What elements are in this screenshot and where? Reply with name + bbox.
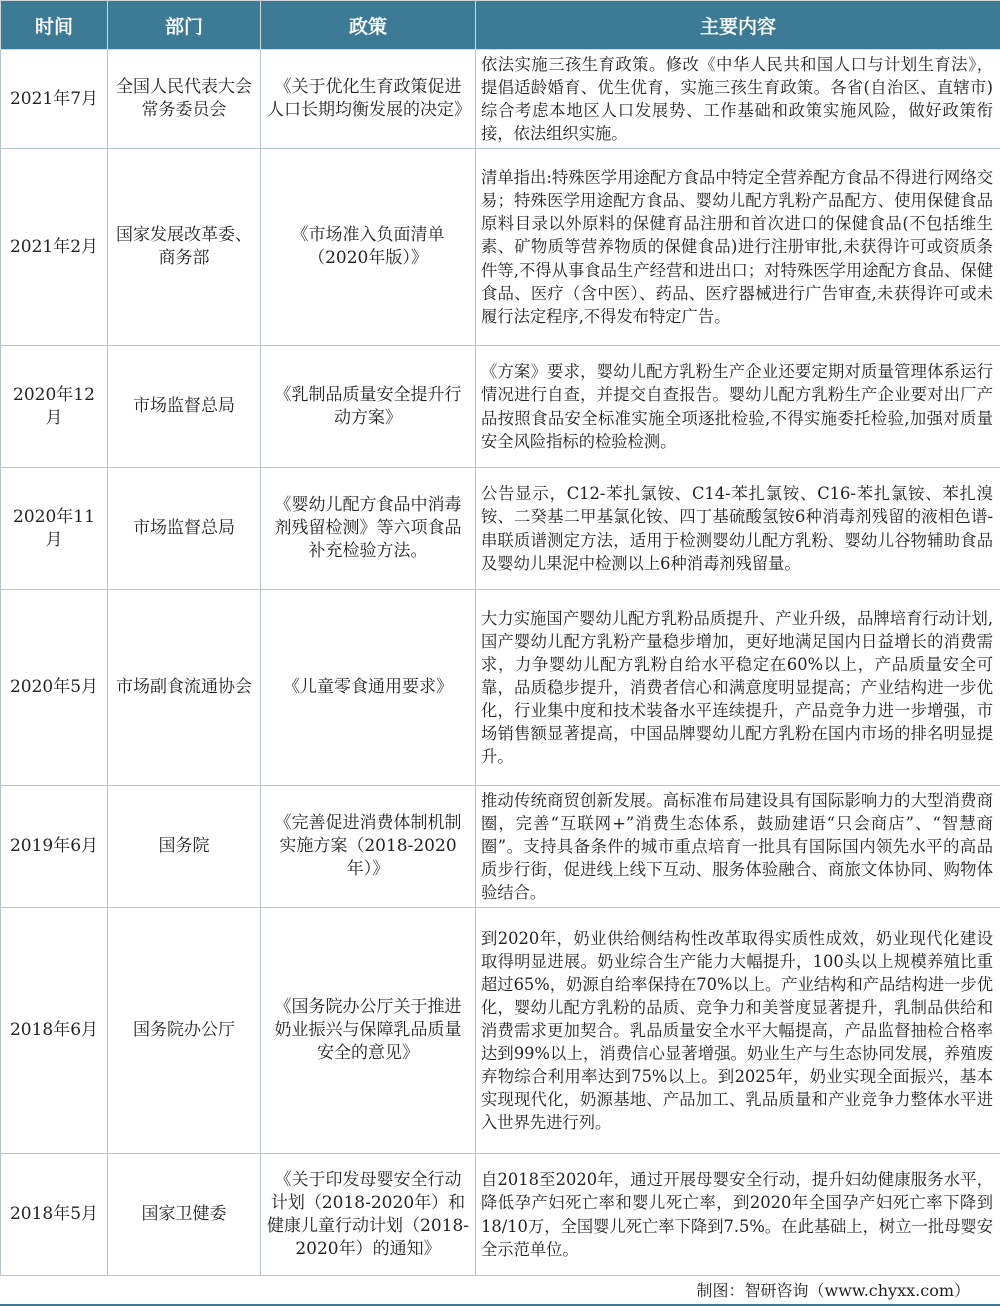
- cell-policy: 《婴幼儿配方食品中消毒剂残留检测》等六项食品补充检验方法。: [261, 468, 476, 590]
- header-department: 部门: [108, 1, 261, 50]
- cell-content: 清单指出:特殊医学用途配方食品中特定全营养配方食品不得进行网络交易；特殊医学用途配方食品、婴幼儿配方乳粉产品配方、使用保健食品原料目录以外原料的保健育品注册和首次进口的保健食品(不包括维生素、矿物质等营养物质的保健食品)进行注册审批,未获得许可或资质条件等,不得从事食品生产经营和进出口；对特殊医学用途配方食品、保健食品、医疗（含中医）、药品、医疗器械进行广告审查,未获得许可或未履行法定程序,不得发布特定广告。: [476, 149, 1000, 346]
- table-row: [1, 908, 1000, 1154]
- cell-content: 《方案》要求，婴幼儿配方乳粉生产企业还要定期对质量管理体系运行情况进行自查，并提交自查报告。婴幼儿配方乳粉生产企业要对出厂产品按照食品安全标准实施全项逐批检验,不得实施委托检验,加强对质量安全风险指标的检验检测。: [476, 346, 1000, 468]
- header-policy: 政策: [261, 1, 476, 50]
- cell-policy: 《完善促进消费体制机制实施方案（2018-2020年）》: [261, 786, 476, 908]
- cell-date: 2020年11月: [1, 468, 108, 590]
- cell-date: 2018年6月: [1, 908, 108, 1154]
- cell-content: 大力实施国产婴幼儿配方乳粉品质提升、产业升级，品牌培育行动计划,国产婴幼儿配方乳粉产量稳步增加，更好地满足国内日益增长的消费需求，力争婴幼儿配方乳粉自给水平稳定在60%以上，产品质量安全可靠，品质稳步提升，消费者信心和满意度明显提高；产业结构进一步优化，行业集中度和技术装备水平连续提升，产品竞争力进一步增强，市场销售额显著提高，中国品牌婴幼儿配方乳粉在国内市场的排名明显提升。: [476, 590, 1000, 786]
- cell-policy: 《关于优化生育政策促进人口长期均衡发展的决定》: [261, 50, 476, 149]
- cell-policy: 《国务院办公厅关于推进奶业振兴与保障乳品质量安全的意见》: [261, 908, 476, 1154]
- cell-date: 2018年5月: [1, 1154, 108, 1276]
- table-row: [1, 786, 1000, 908]
- source-credit: 制图：智研咨询（www.chyxx.com）: [0, 1276, 1000, 1306]
- cell-policy: 《关于印发母婴安全行动计划（2018-2020年）和健康儿童行动计划（2018-2020年）的通知》: [261, 1154, 476, 1276]
- cell-department: 市场监督总局: [108, 346, 261, 468]
- header-date: 时间: [1, 1, 108, 50]
- table-row: [1, 346, 1000, 468]
- cell-content: 依法实施三孩生育政策。修改《中华人民共和国人口与计划生育法》，提倡适龄婚育、优生优育，实施三孩生育政策。各省(自治区、直辖市)综合考虑本地区人口发展势、工作基础和政策实施风险，做好政策衔接，依法组织实施。: [476, 50, 1000, 149]
- cell-department: 市场监督总局: [108, 468, 261, 590]
- header-content: 主要内容: [476, 1, 1000, 50]
- cell-policy: 《乳制品质量安全提升行动方案》: [261, 346, 476, 468]
- cell-department: 国务院: [108, 786, 261, 908]
- cell-department: 国家发展改革委、商务部: [108, 149, 261, 346]
- table-row: [1, 1154, 1000, 1276]
- cell-date: 2019年6月: [1, 786, 108, 908]
- table-row: [1, 149, 1000, 346]
- cell-department: 国务院办公厅: [108, 908, 261, 1154]
- cell-content: 推动传统商贸创新发展。高标准布局建设具有国际影响力的大型消费商圈，完善“互联网+”消费生态体系，鼓励建语“只会商店”、“智慧商圈”。支持具备条件的城市重点培育一批具有国际国内领先水平的高品质步行街，促进线上线下互动、服务体验融合、商旅文体协同、购物体验结合。: [476, 786, 1000, 908]
- cell-content: 公告显示，C12-苯扎氯铵、C14-苯扎氯铵、C16-苯扎氯铵、苯扎溴铵、二癸基二甲基氯化铵、四丁基硫酸氢铵6种消毒剂残留的液相色谱-串联质谱测定方法，适用于检测婴幼儿配方乳粉、婴幼儿谷物辅助食品及婴幼儿果泥中检测以上6种消毒剂残留量。: [476, 468, 1000, 590]
- table-row: [1, 50, 1000, 149]
- cell-date: 2021年7月: [1, 50, 108, 149]
- cell-department: 市场副食流通协会: [108, 590, 261, 786]
- cell-department: 全国人民代表大会常务委员会: [108, 50, 261, 149]
- cell-policy: 《儿童零食通用要求》: [261, 590, 476, 786]
- cell-date: 2020年5月: [1, 590, 108, 786]
- table-row: [1, 468, 1000, 590]
- cell-department: 国家卫健委: [108, 1154, 261, 1276]
- cell-policy: 《市场准入负面清单（2020年版）》: [261, 149, 476, 346]
- cell-date: 2021年2月: [1, 149, 108, 346]
- cell-date: 2020年12月: [1, 346, 108, 468]
- table-header-row: [1, 1, 1000, 50]
- table-row: [1, 590, 1000, 786]
- cell-content: 自2018至2020年，通过开展母婴安全行动，提升妇幼健康服务水平，降低孕产妇死亡率和婴儿死亡率，到2020年全国孕产妇死亡率下降到18/10万，全国婴儿死亡率下降到7.5%。在此基础上，树立一批母婴安全示范单位。: [476, 1154, 1000, 1276]
- cell-content: 到2020年，奶业供给侧结构性改革取得实质性成效，奶业现代化建设取得明显进展。奶业综合生产能力大幅提升，100头以上规模养殖比重超过65%，奶源自给率保持在70%以上。产业结构和产品结构进一步优化，婴幼儿配方乳粉的品质、竞争力和美誉度显著提升，乳制品供给和消费需求更加契合。乳品质量安全水平大幅提高，产品监督抽检合格率达到99%以上，消费信心显著增强。奶业生产与生态协同发展，养殖废弃物综合利用率达到75%以上。到2025年，奶业实现全面振兴，基本实现现代化，奶源基地、产品加工、乳品质量和产业竞争力整体水平进入世界先进行列。: [476, 908, 1000, 1154]
